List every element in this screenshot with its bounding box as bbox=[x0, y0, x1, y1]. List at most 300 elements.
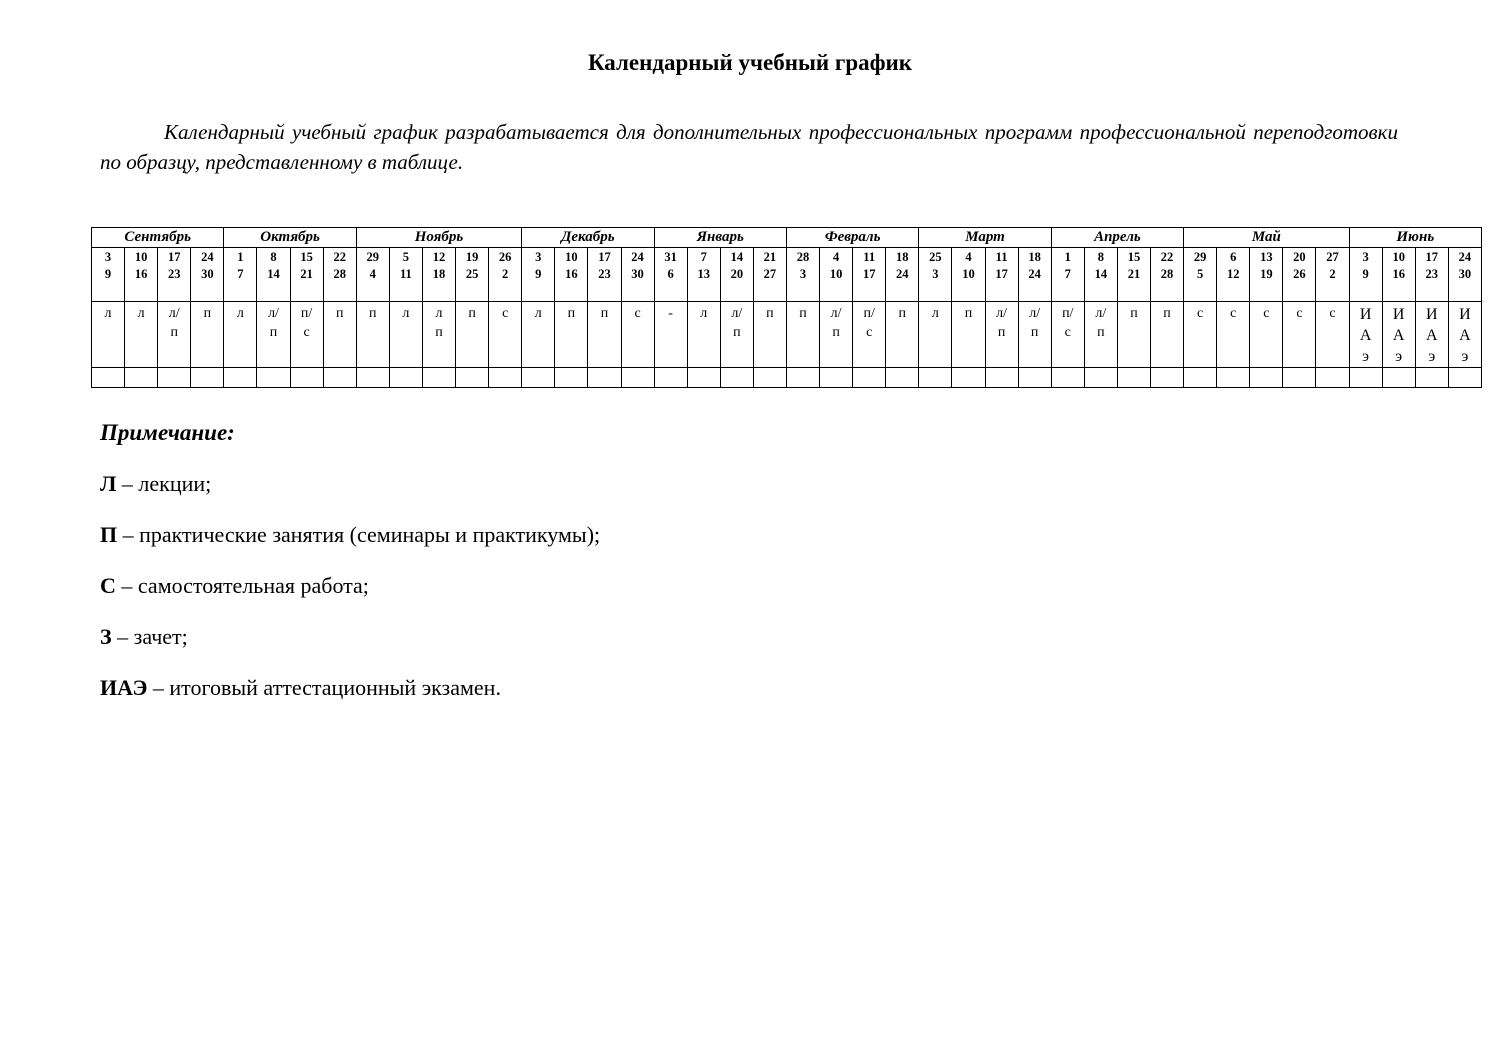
week-end: 11 bbox=[399, 267, 412, 281]
activity-cell bbox=[1316, 302, 1349, 368]
week-end: 10 bbox=[962, 267, 975, 281]
week-end: 28 bbox=[333, 267, 346, 281]
week-cell bbox=[853, 248, 886, 302]
activity-cell bbox=[125, 302, 158, 368]
activity-code: п bbox=[997, 325, 1006, 340]
activity-cell bbox=[224, 302, 257, 368]
week-start: 10 bbox=[565, 250, 578, 264]
legend-item bbox=[100, 673, 600, 724]
week-cell bbox=[1117, 248, 1150, 302]
activity-cell bbox=[786, 302, 819, 368]
week-end: 27 bbox=[763, 267, 777, 281]
activity-cell bbox=[1184, 302, 1217, 368]
blank-cell bbox=[853, 368, 886, 388]
blank-cell bbox=[654, 368, 687, 388]
blank-cell bbox=[1018, 368, 1051, 388]
blank-cell bbox=[1349, 368, 1382, 388]
week-end: 18 bbox=[432, 267, 446, 281]
blank-cell bbox=[1316, 368, 1349, 388]
week-start: 13 bbox=[1260, 250, 1273, 264]
activity-cell bbox=[588, 302, 621, 368]
week-cell bbox=[1250, 248, 1283, 302]
legend-text: – итоговый аттестационный экзамен. bbox=[147, 675, 501, 700]
activity-code: л/ bbox=[168, 306, 180, 321]
week-end: 26 bbox=[1293, 267, 1306, 281]
activity-cell bbox=[1283, 302, 1316, 368]
activity-code: п bbox=[567, 306, 576, 321]
week-start: 4 bbox=[832, 250, 840, 264]
month-header: Ноябрь bbox=[356, 228, 521, 248]
week-cell bbox=[1415, 248, 1448, 302]
activity-code: И bbox=[1359, 306, 1372, 323]
week-start: 26 bbox=[498, 250, 512, 264]
activity-code: А bbox=[1392, 327, 1405, 344]
legend-key: ИАЭ bbox=[100, 675, 148, 700]
week-end: 20 bbox=[730, 267, 744, 281]
activity-code: л bbox=[137, 306, 145, 321]
activity-cell bbox=[389, 302, 422, 368]
week-start: 7 bbox=[700, 250, 707, 264]
activity-code: п bbox=[832, 325, 840, 340]
activity-code: п bbox=[435, 325, 443, 340]
week-cell bbox=[323, 248, 356, 302]
months-row bbox=[92, 228, 1482, 248]
activity-code: А bbox=[1426, 327, 1438, 344]
month-header: Июнь bbox=[1349, 228, 1481, 248]
week-start: 10 bbox=[1392, 250, 1405, 264]
activity-code: л/ bbox=[996, 306, 1008, 321]
week-start: 5 bbox=[402, 250, 410, 264]
activity-cell bbox=[621, 302, 654, 368]
week-cell bbox=[356, 248, 389, 302]
activity-code: э bbox=[1461, 348, 1469, 365]
week-start: 24 bbox=[1458, 250, 1472, 264]
activity-cell bbox=[1117, 302, 1150, 368]
blank-cell bbox=[257, 368, 290, 388]
activity-cell bbox=[290, 302, 323, 368]
week-end: 10 bbox=[829, 267, 843, 281]
blank-cell bbox=[323, 368, 356, 388]
activity-cell bbox=[522, 302, 555, 368]
activity-code: п bbox=[269, 325, 278, 340]
week-start: 20 bbox=[1293, 250, 1306, 264]
blank-cell bbox=[919, 368, 952, 388]
activity-code: п bbox=[468, 306, 476, 321]
week-start: 18 bbox=[896, 250, 909, 264]
activity-code: л/ bbox=[268, 306, 279, 321]
week-end: 30 bbox=[201, 267, 214, 281]
activity-code: л bbox=[534, 306, 542, 321]
activity-code: л bbox=[435, 306, 443, 321]
week-cell bbox=[1184, 248, 1217, 302]
legend-key: З bbox=[100, 624, 112, 649]
week-end: 7 bbox=[1064, 267, 1071, 281]
activity-code: п bbox=[335, 306, 344, 321]
week-start: 3 bbox=[1362, 250, 1369, 264]
week-cell bbox=[952, 248, 985, 302]
week-start: 25 bbox=[929, 250, 942, 264]
blank-cell bbox=[555, 368, 588, 388]
week-start: 8 bbox=[270, 250, 277, 264]
activity-cell bbox=[1415, 302, 1448, 368]
activity-code: э bbox=[1395, 348, 1403, 365]
month-header: Апрель bbox=[1051, 228, 1183, 248]
week-start: 18 bbox=[1028, 250, 1041, 264]
activity-code: с bbox=[866, 325, 873, 340]
legend-key: Л bbox=[100, 471, 117, 496]
week-end: 3 bbox=[799, 267, 807, 281]
activity-code: А bbox=[1359, 327, 1372, 344]
blank-cell bbox=[389, 368, 422, 388]
activity-code: - bbox=[668, 306, 673, 321]
blank-cell bbox=[985, 368, 1018, 388]
week-end: 14 bbox=[1094, 267, 1108, 281]
blank-cell bbox=[1250, 368, 1283, 388]
activity-code: с bbox=[634, 306, 641, 321]
activity-code: с bbox=[1197, 306, 1204, 321]
month-header: Март bbox=[919, 228, 1051, 248]
activity-code: п bbox=[733, 325, 741, 340]
blank-cell bbox=[1283, 368, 1316, 388]
activity-code: с bbox=[1263, 306, 1270, 321]
activity-cell bbox=[1051, 302, 1084, 368]
week-start: 29 bbox=[366, 250, 380, 264]
week-start: 19 bbox=[465, 250, 479, 264]
week-cell bbox=[1051, 248, 1084, 302]
week-start: 8 bbox=[1097, 250, 1104, 264]
week-end: 13 bbox=[697, 267, 710, 281]
week-end: 28 bbox=[1160, 267, 1174, 281]
week-end: 16 bbox=[134, 267, 148, 281]
blank-cell bbox=[356, 368, 389, 388]
activity-cell bbox=[555, 302, 588, 368]
activity-cell bbox=[985, 302, 1018, 368]
blank-cell bbox=[1151, 368, 1184, 388]
week-cell bbox=[191, 248, 224, 302]
blank-cell bbox=[588, 368, 621, 388]
activity-code: п bbox=[964, 306, 973, 321]
week-end: 16 bbox=[565, 267, 578, 281]
activity-cell bbox=[422, 302, 455, 368]
activity-code: с bbox=[502, 306, 509, 321]
activity-code: п bbox=[203, 306, 212, 321]
week-start: 22 bbox=[333, 250, 346, 264]
week-end: 17 bbox=[995, 267, 1008, 281]
week-start: 14 bbox=[730, 250, 744, 264]
week-start: 12 bbox=[432, 250, 446, 264]
activity-cell bbox=[1217, 302, 1250, 368]
month-header: Февраль bbox=[786, 228, 918, 248]
week-start: 15 bbox=[1127, 250, 1141, 264]
week-start: 27 bbox=[1326, 250, 1339, 264]
week-start: 29 bbox=[1193, 250, 1207, 264]
activity-code: п bbox=[1097, 325, 1105, 340]
blank-cell bbox=[1415, 368, 1448, 388]
week-start: 15 bbox=[300, 250, 313, 264]
week-end: 14 bbox=[267, 267, 280, 281]
weeks-row bbox=[92, 248, 1482, 302]
week-cell bbox=[290, 248, 323, 302]
week-cell bbox=[489, 248, 522, 302]
week-end: 16 bbox=[1392, 267, 1405, 281]
note-title: Примечание: bbox=[100, 420, 235, 445]
legend-text: – практические занятия (семинары и практикумы); bbox=[117, 522, 601, 547]
intro-paragraph: Календарный учебный график разрабатывается для дополнительных профессиональных программ профессиональной переподготовки по образцу, представленному в таблице. bbox=[100, 120, 1398, 174]
blank-cell bbox=[191, 368, 224, 388]
legend-item bbox=[100, 469, 600, 520]
activity-cell bbox=[356, 302, 389, 368]
week-cell bbox=[720, 248, 753, 302]
activity-code: с bbox=[303, 325, 310, 340]
activity-code: э bbox=[1428, 348, 1436, 365]
week-end: 17 bbox=[862, 267, 876, 281]
blank-row bbox=[92, 368, 1482, 388]
blank-cell bbox=[621, 368, 654, 388]
activity-cell bbox=[92, 302, 125, 368]
activity-code: л bbox=[931, 306, 939, 321]
week-start: 28 bbox=[796, 250, 810, 264]
activity-code: л/ bbox=[1095, 306, 1107, 321]
week-cell bbox=[1349, 248, 1382, 302]
week-cell bbox=[522, 248, 555, 302]
week-cell bbox=[753, 248, 786, 302]
week-cell bbox=[1084, 248, 1117, 302]
activity-cell bbox=[1018, 302, 1051, 368]
activity-code: л bbox=[700, 306, 708, 321]
week-cell bbox=[1151, 248, 1184, 302]
week-cell bbox=[588, 248, 621, 302]
activity-cell bbox=[820, 302, 853, 368]
activity-code: л bbox=[236, 306, 244, 321]
activity-code: И bbox=[1459, 306, 1471, 323]
schedule-table bbox=[91, 227, 1482, 388]
blank-cell bbox=[158, 368, 191, 388]
week-end: 4 bbox=[369, 267, 376, 281]
activity-code: л/ bbox=[731, 306, 743, 321]
activity-code: с bbox=[1230, 306, 1237, 321]
month-header: Декабрь bbox=[522, 228, 654, 248]
week-end: 6 bbox=[667, 267, 674, 281]
activity-code: п bbox=[766, 306, 774, 321]
activity-code: п bbox=[369, 306, 377, 321]
activity-code: л bbox=[104, 306, 112, 321]
legend-list bbox=[100, 469, 600, 724]
week-cell bbox=[786, 248, 819, 302]
blank-cell bbox=[1117, 368, 1150, 388]
blank-cell bbox=[687, 368, 720, 388]
activity-code: И bbox=[1392, 306, 1405, 323]
week-end: 9 bbox=[104, 267, 112, 281]
activity-cell bbox=[720, 302, 753, 368]
activity-code: п bbox=[799, 306, 807, 321]
week-end: 30 bbox=[1458, 267, 1472, 281]
activity-code: л/ bbox=[830, 306, 842, 321]
activity-cell bbox=[919, 302, 952, 368]
week-cell bbox=[125, 248, 158, 302]
activity-code: А bbox=[1459, 327, 1471, 344]
week-cell bbox=[687, 248, 720, 302]
week-end: 7 bbox=[237, 267, 244, 281]
activity-code: э bbox=[1362, 348, 1370, 365]
week-end: 2 bbox=[1329, 267, 1336, 281]
activity-cell bbox=[1084, 302, 1117, 368]
week-cell bbox=[919, 248, 952, 302]
activity-code: И bbox=[1426, 306, 1438, 323]
week-cell bbox=[985, 248, 1018, 302]
blank-cell bbox=[753, 368, 786, 388]
legend-key: С bbox=[100, 573, 116, 598]
week-start: 1 bbox=[237, 250, 244, 264]
activity-code: с bbox=[1296, 306, 1303, 321]
blank-cell bbox=[456, 368, 489, 388]
week-end: 23 bbox=[167, 267, 181, 281]
week-cell bbox=[1018, 248, 1051, 302]
activity-cell bbox=[1448, 302, 1481, 368]
week-end: 24 bbox=[896, 267, 909, 281]
week-end: 19 bbox=[1260, 267, 1273, 281]
week-end: 23 bbox=[1425, 267, 1439, 281]
legend-item bbox=[100, 571, 600, 622]
week-end: 3 bbox=[932, 267, 939, 281]
blank-cell bbox=[1448, 368, 1481, 388]
week-start: 11 bbox=[995, 250, 1008, 264]
week-start: 6 bbox=[1230, 250, 1237, 264]
blank-cell bbox=[720, 368, 753, 388]
activity-cell bbox=[654, 302, 687, 368]
week-start: 21 bbox=[763, 250, 777, 264]
activity-code: п bbox=[170, 325, 178, 340]
activity-code: п bbox=[600, 306, 609, 321]
week-start: 31 bbox=[664, 250, 677, 264]
week-cell bbox=[92, 248, 125, 302]
blank-cell bbox=[422, 368, 455, 388]
blank-cell bbox=[1382, 368, 1415, 388]
activity-cell bbox=[687, 302, 720, 368]
week-start: 3 bbox=[104, 250, 112, 264]
blank-cell bbox=[1217, 368, 1250, 388]
week-end: 21 bbox=[1127, 267, 1141, 281]
week-start: 17 bbox=[1425, 250, 1439, 264]
legend-item bbox=[100, 622, 600, 673]
week-cell bbox=[1448, 248, 1481, 302]
week-cell bbox=[654, 248, 687, 302]
legend-item bbox=[100, 520, 600, 571]
activities-row bbox=[92, 302, 1482, 368]
week-start: 1 bbox=[1064, 250, 1071, 264]
activity-cell bbox=[158, 302, 191, 368]
blank-cell bbox=[125, 368, 158, 388]
activity-code: п bbox=[1163, 306, 1171, 321]
week-start: 4 bbox=[965, 250, 972, 264]
month-header: Сентябрь bbox=[92, 228, 224, 248]
week-cell bbox=[224, 248, 257, 302]
week-start: 17 bbox=[167, 250, 181, 264]
week-cell bbox=[1382, 248, 1415, 302]
week-end: 9 bbox=[1362, 267, 1369, 281]
week-cell bbox=[456, 248, 489, 302]
week-start: 3 bbox=[535, 250, 542, 264]
blank-cell bbox=[522, 368, 555, 388]
activity-code: п bbox=[1130, 306, 1138, 321]
activity-code: п bbox=[1030, 325, 1039, 340]
month-header: Май bbox=[1184, 228, 1349, 248]
blank-cell bbox=[786, 368, 819, 388]
week-end: 9 bbox=[535, 267, 542, 281]
week-cell bbox=[1217, 248, 1250, 302]
activity-cell bbox=[753, 302, 786, 368]
week-start: 11 bbox=[863, 250, 876, 264]
week-cell bbox=[257, 248, 290, 302]
week-end: 12 bbox=[1226, 267, 1240, 281]
activity-cell bbox=[257, 302, 290, 368]
activity-code: л bbox=[402, 306, 410, 321]
blank-cell bbox=[1051, 368, 1084, 388]
week-cell bbox=[158, 248, 191, 302]
week-cell bbox=[1316, 248, 1349, 302]
month-header: Январь bbox=[654, 228, 786, 248]
week-cell bbox=[1283, 248, 1316, 302]
blank-cell bbox=[952, 368, 985, 388]
week-start: 17 bbox=[598, 250, 611, 264]
week-start: 24 bbox=[201, 250, 214, 264]
week-end: 5 bbox=[1197, 267, 1204, 281]
week-end: 2 bbox=[502, 267, 509, 281]
blank-cell bbox=[290, 368, 323, 388]
activity-cell bbox=[323, 302, 356, 368]
activity-cell bbox=[489, 302, 522, 368]
activity-code: п/ bbox=[300, 306, 313, 321]
activity-cell bbox=[191, 302, 224, 368]
activity-cell bbox=[853, 302, 886, 368]
blank-cell bbox=[224, 368, 257, 388]
activity-cell bbox=[1382, 302, 1415, 368]
week-start: 10 bbox=[134, 250, 148, 264]
blank-cell bbox=[489, 368, 522, 388]
week-end: 25 bbox=[465, 267, 479, 281]
month-header: Октябрь bbox=[224, 228, 356, 248]
week-cell bbox=[621, 248, 654, 302]
legend-text: – зачет; bbox=[111, 624, 188, 649]
week-cell bbox=[886, 248, 919, 302]
week-start: 24 bbox=[631, 250, 644, 264]
activity-code: л/ bbox=[1029, 306, 1041, 321]
activity-code: п bbox=[898, 306, 907, 321]
activity-code: п/ bbox=[863, 306, 875, 321]
week-end: 24 bbox=[1028, 267, 1041, 281]
activity-cell bbox=[456, 302, 489, 368]
activity-cell bbox=[952, 302, 985, 368]
blank-cell bbox=[92, 368, 125, 388]
legend-text: – лекции; bbox=[116, 471, 212, 496]
activity-cell bbox=[1151, 302, 1184, 368]
week-cell bbox=[555, 248, 588, 302]
legend-key: П bbox=[100, 522, 118, 547]
week-cell bbox=[389, 248, 422, 302]
activity-code: с bbox=[1329, 306, 1336, 321]
blank-cell bbox=[1184, 368, 1217, 388]
activity-code: с bbox=[1064, 325, 1071, 340]
week-cell bbox=[422, 248, 455, 302]
week-end: 23 bbox=[598, 267, 611, 281]
blank-cell bbox=[886, 368, 919, 388]
legend-text: – самостоятельная работа; bbox=[115, 573, 369, 598]
activity-cell bbox=[1349, 302, 1382, 368]
blank-cell bbox=[1084, 368, 1117, 388]
activity-code: п/ bbox=[1062, 306, 1074, 321]
activity-cell bbox=[1250, 302, 1283, 368]
week-end: 30 bbox=[631, 267, 644, 281]
activity-cell bbox=[886, 302, 919, 368]
